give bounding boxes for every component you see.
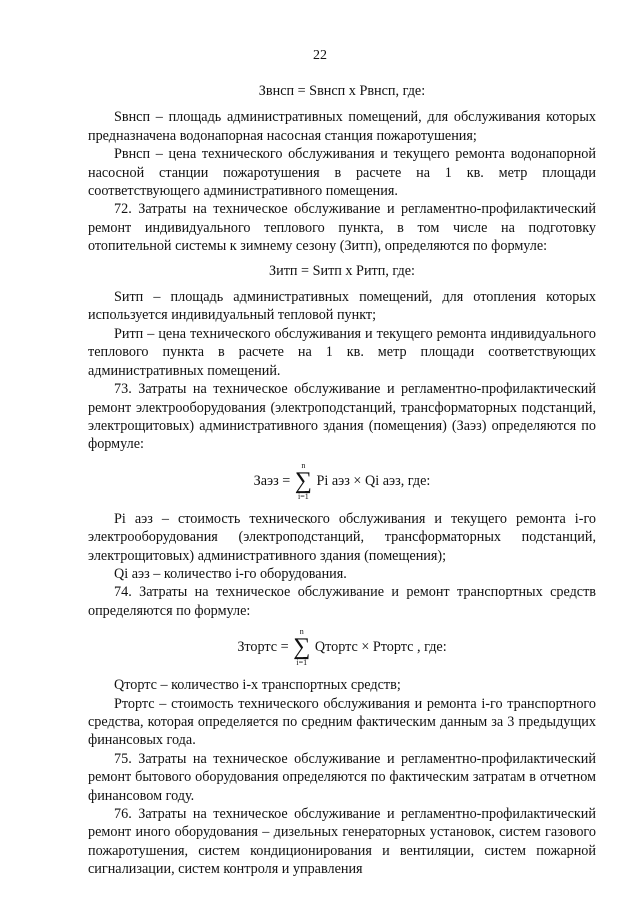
- formula-aez-lhs: Заэз =: [253, 472, 291, 489]
- sum-upper-limit: n: [299, 627, 304, 637]
- sigma-icon: ∑: [294, 467, 312, 494]
- definition-s-itp: Sитп – площадь административных помещений, для отопления которых используется индивидуальный тепловой пункт;: [88, 289, 596, 324]
- definition-q-aez: Qi аэз – количество i-го оборудования.: [114, 565, 347, 582]
- sum-lower-limit: i=1: [298, 491, 309, 501]
- clause-75: 75. Затраты на техническое обслуживание и регламентно-профилактический ремонт бытового оборудования определяются по фактическим затратам в отчетном финансовом году.: [88, 750, 596, 804]
- formula-vnsp: Звнсп = Sвнсп x Pвнсп, где:: [258, 83, 426, 99]
- formula-aez: [88, 461, 596, 501]
- clause-76: 76. Затраты на техническое обслуживание и регламентно-профилактический ремонт иного оборудования – дизельных генераторных установок, систем газового пожаротушения, систем кондиционирования и вентиляции, систем пожарной сигнализации, систем контроля и управления: [88, 806, 596, 878]
- sigma-icon: ∑: [293, 634, 311, 661]
- formula-tor-ts: [88, 627, 596, 667]
- definition-s-vnsp: Sвнсп – площадь административных помещений, для обслуживания которых предназначена водонапорная насосная станция пожаротушения;: [88, 109, 596, 144]
- definition-q-tor-ts: Qтортс – количество i-х транспортных средств;: [114, 677, 401, 694]
- formula-aez-rhs: Pi аэз × Qi аэз, где:: [316, 472, 431, 489]
- sum-lower-limit: i=1: [296, 658, 308, 668]
- clause-73: 73. Затраты на техническое обслуживание и регламентно-профилактический ремонт электрооборудования (электроподстанций, трансформаторных подстанций, электрощитовых) административного здания (помещения) (Заэз) определяются по формуле:: [88, 381, 596, 453]
- formula-itp: Зитп = Sитп x Pитп, где:: [269, 262, 415, 279]
- definition-p-itp: Pитп – цена технического обслуживания и текущего ремонта индивидуального теплового пункта в расчете на 1 кв. метр площади соответствующих административных помещений.: [88, 325, 596, 379]
- definition-p-tor-ts: Pтортс – стоимость технического обслуживания и ремонта i-го транспортного средства, которая определяется по средним фактическим данным за 3 предыдущих финансовых года.: [88, 695, 596, 749]
- sum-upper-limit: n: [301, 460, 306, 470]
- formula-tor-ts-rhs: Qтортс × Pтортс , где:: [314, 638, 447, 655]
- formula-tor-ts-lhs: Зтортс =: [237, 638, 289, 655]
- document-body: [88, 76, 596, 879]
- summation-sign: [295, 461, 312, 501]
- summation-sign: [293, 627, 310, 667]
- definition-p-vnsp: Pвнсп – цена технического обслуживания и текущего ремонта водонапорной насосной станции пожаротушения в расчете на 1 кв. метр площади соответствующего административного помещения.: [88, 146, 596, 200]
- page-number: 22: [313, 48, 327, 63]
- clause-72: 72. Затраты на техническое обслуживание и регламентно-профилактический ремонт индивидуального теплового пункта, в том числе на подготовку отопительной системы к зимнему сезону (Зитп), определяются по формуле:: [88, 201, 596, 255]
- clause-74: 74. Затраты на техническое обслуживание и ремонт транспортных средств определяются по формуле:: [88, 584, 596, 619]
- definition-p-aez: Pi аэз – стоимость технического обслуживания и текущего ремонта i-го электрооборудования (электроподстанций, трансформаторных подстанций, электрощитовых) административного здания (помещения);: [88, 510, 596, 564]
